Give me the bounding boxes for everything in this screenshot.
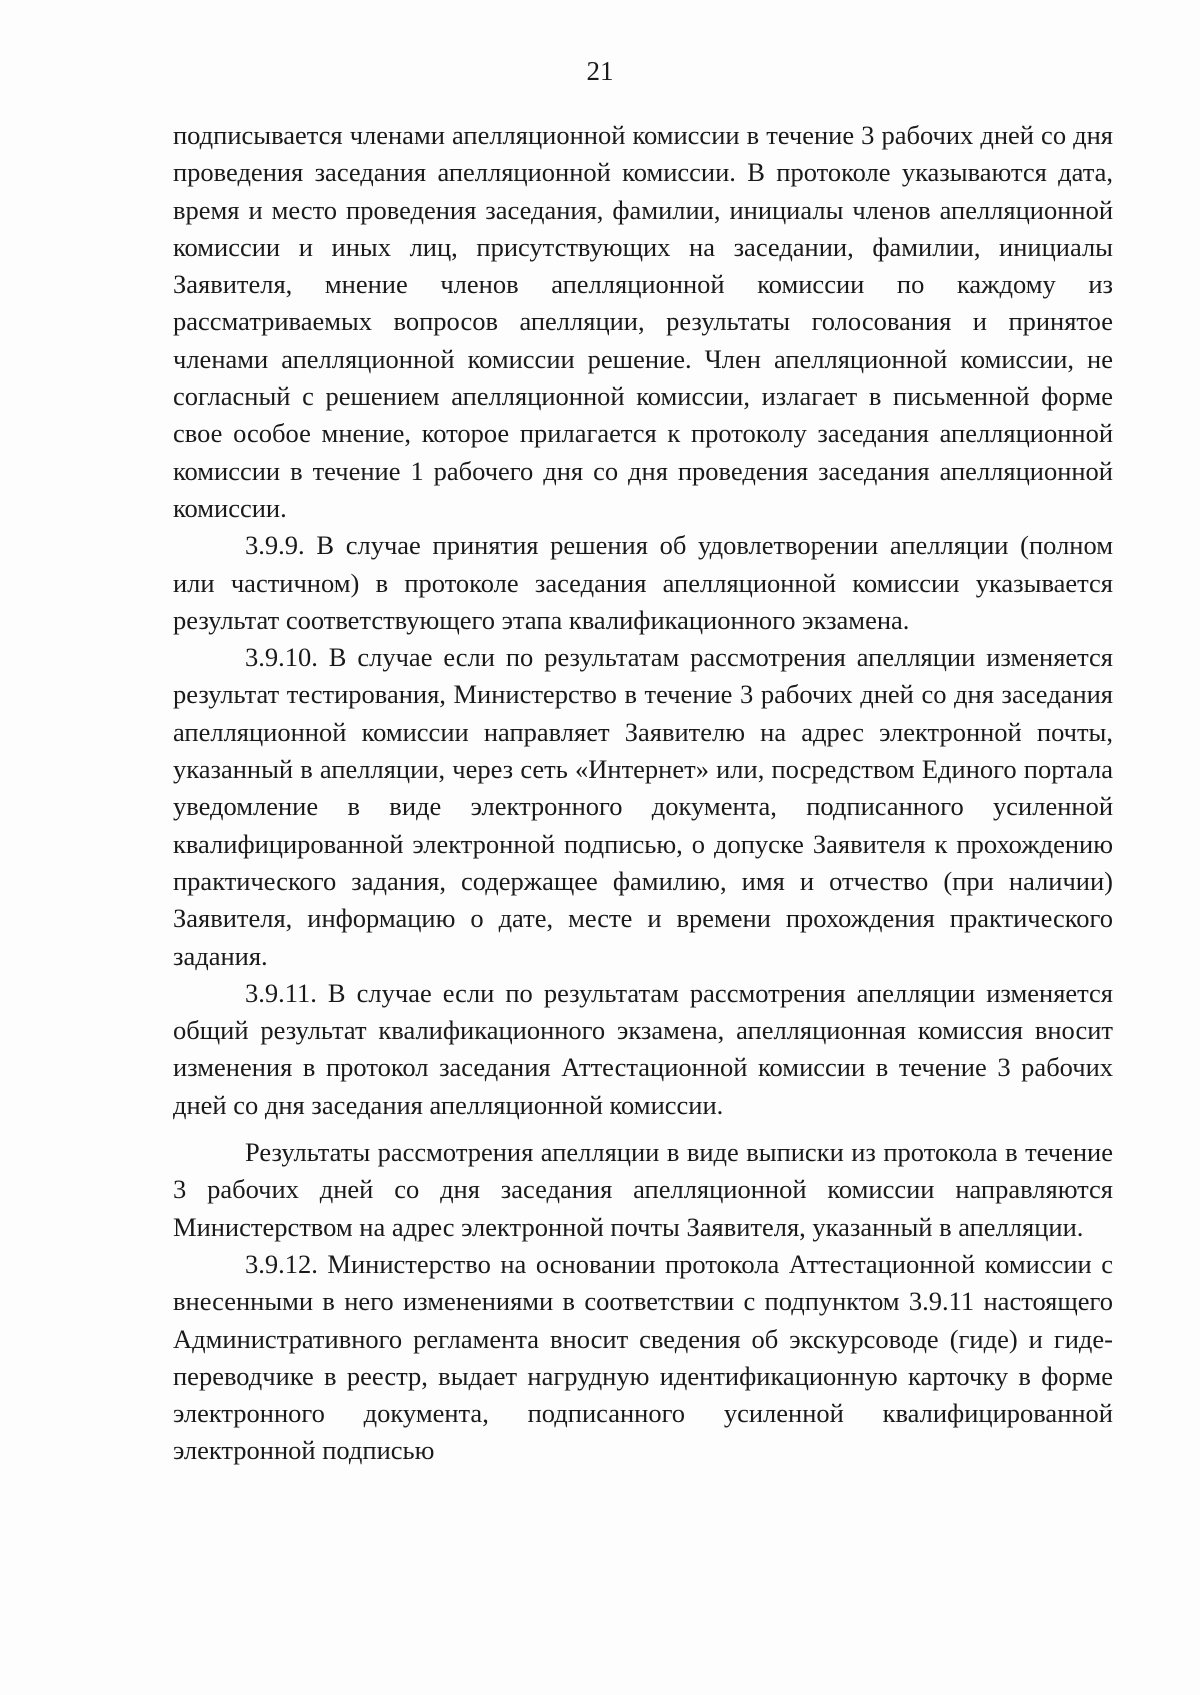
paragraph-continuation: подписывается членами апелляционной комиссии в течение 3 рабочих дней со дня проведения заседания апелляционной комиссии. В протоколе указываются дата, время и место проведения заседания, фамилии, инициалы членов апелляционной комиссии и иных лиц, присутствующих на заседании, фамилии, инициалы Заявителя, мнение членов апелляционной комиссии по каждому из рассматриваемых вопросов апелляции, результаты голосования и принятое членами апелляционной комиссии решение. Член апелляционной комиссии, не согласный с решением апелляционной комиссии, излагает в письменной форме свое особое мнение, которое прилагается к протоколу заседания апелляционной комиссии в течение 1 рабочего дня со дня проведения заседания апелляционной комиссии. xyxy=(173,120,1113,523)
document-body xyxy=(173,117,1113,1470)
paragraph-3-9-10: 3.9.10. В случае если по результатам рассмотрения апелляции изменяется результат тестирования, Министерство в течение 3 рабочих дней со дня заседания апелляционной комиссии направляет Заявителю на адрес электронной почты, указанный в апелляции, через сеть «Интернет» или, посредством Единого портала уведомление в виде электронного документа, подписанного усиленной квалифицированной электронной подписью, о допуске Заявителя к прохождению практического задания, содержащее фамилию, имя и отчество (при наличии) Заявителя, информацию о дате, месте и времени прохождения практического задания. xyxy=(173,642,1113,971)
paragraph-appeal-results: Результаты рассмотрения апелляции в виде выписки из протокола в течение 3 рабочих дней со дня заседания апелляционной комиссии направляются Министерством на адрес электронной почты Заявителя, указанный в апелляции. xyxy=(173,1137,1113,1242)
paragraph-3-9-12: 3.9.12. Министерство на основании протокола Аттестационной комиссии с внесенными в него изменениями в соответствии с подпунктом 3.9.11 настоящего Административного регламента вносит сведения об экскурсоводе (гиде) и гиде-переводчике в реестр, выдает нагрудную идентификационную карточку в форме электронного документа, подписанного усиленной квалифицированной электронной подписью xyxy=(173,1248,1113,1466)
paragraph-3-9-11: 3.9.11. В случае если по результатам рассмотрения апелляции изменяется общий результат квалификационного экзамена, апелляционная комиссия вносит изменения в протокол заседания Аттестационной комиссии в течение 3 рабочих дней со дня заседания апелляционной комиссии. xyxy=(173,977,1113,1120)
paragraph-3-9-9: 3.9.9. В случае принятия решения об удовлетворении апелляции (полном или частичном) в протоколе заседания апелляционной комиссии указывается результат соответствующего этапа квалификационного экзамена. xyxy=(173,530,1113,635)
page-number: 21 xyxy=(586,56,614,86)
